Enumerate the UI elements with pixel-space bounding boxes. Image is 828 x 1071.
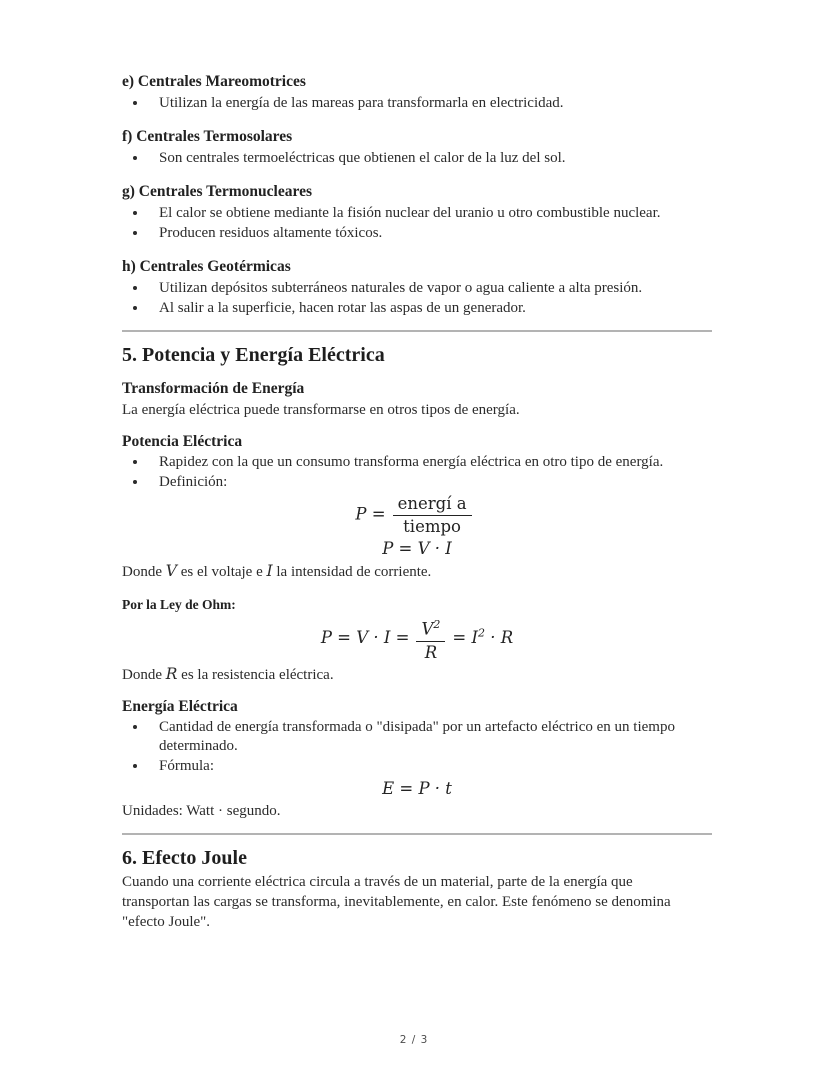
list-item: • Rapidez con la que un consumo transforma energía eléctrica en otro tipo de energía.: [148, 453, 712, 472]
formula-energia: E = P · t: [382, 778, 452, 798]
fraction-numerator: energí a: [393, 494, 472, 516]
page-content: [122, 72, 712, 932]
note-unidades: Unidades: Watt · segundo.: [122, 802, 281, 819]
list-centrales-termonucleares: [122, 204, 712, 243]
list-item: • Definición:: [148, 473, 712, 492]
text-fragment: es la resistencia eléctrica.: [177, 666, 334, 683]
text-fragment: · R: [485, 627, 514, 647]
list-energia-electrica: [122, 718, 712, 776]
exponent: 2: [433, 618, 441, 631]
section-divider: [122, 833, 712, 835]
page-number: 2 / 3: [399, 1034, 429, 1046]
formula-rhs: [452, 628, 513, 647]
text-fragment: Donde: [122, 666, 166, 683]
heading-energia-electrica: Energía Eléctrica: [122, 697, 238, 715]
heading-centrales-termosolares: f) Centrales Termosolares: [122, 128, 293, 145]
heading-centrales-geotermicas: h) Centrales Geotérmicas: [122, 258, 291, 275]
list-centrales-geotermicas: [122, 279, 712, 318]
fraction-denominator: R: [424, 642, 438, 662]
heading-centrales-mareomotrices: e) Centrales Mareomotrices: [122, 73, 306, 90]
list-item: • Utilizan depósitos subterráneos naturales de vapor o agua caliente a alta presión.: [148, 279, 712, 298]
section-title-efecto-joule: 6. Efecto Joule: [122, 846, 247, 869]
fraction: [416, 615, 445, 662]
list-item: • Son centrales termoeléctricas que obtienen el calor de la luz del sol.: [148, 149, 712, 168]
math-var-i: I: [266, 562, 273, 580]
list-item: • Producen residuos altamente tóxicos.: [148, 224, 712, 243]
fraction-numerator: [416, 615, 445, 642]
math-var-r: R: [165, 664, 178, 683]
list-item: • Cantidad de energía transformada o "disipada" por un artefacto eléctrico en un tiempo determinado.: [148, 718, 679, 756]
formula-lhs: P = V · I =: [320, 627, 410, 647]
formula-p-vi: P = V · I: [382, 539, 452, 558]
list-centrales-termosolares: [122, 149, 712, 168]
text-fragment: la intensidad de corriente.: [272, 564, 432, 580]
fraction: [393, 494, 472, 536]
fraction-denominator: tiempo: [403, 517, 461, 536]
math-var-v: V: [421, 619, 434, 639]
heading-ley-de-ohm: Por la Ley de Ohm:: [122, 597, 236, 612]
formula-potencia-definicion: [122, 494, 712, 536]
list-item: • Al salir a la superficie, hacen rotar las aspas de un generador.: [148, 299, 712, 318]
text-fragment: Donde: [122, 564, 166, 580]
heading-centrales-termonucleares: g) Centrales Termonucleares: [122, 183, 312, 200]
list-centrales-mareomotrices: [122, 94, 712, 113]
section-divider: [122, 330, 712, 332]
note-donde-r: [122, 664, 712, 685]
text-fragment: = I: [452, 627, 478, 647]
list-item: • Utilizan la energía de las mareas para transformarla en electricidad.: [148, 94, 712, 113]
section-title-potencia: 5. Potencia y Energía Eléctrica: [122, 344, 385, 366]
note-donde-vi: [122, 561, 712, 582]
exponent: 2: [478, 626, 485, 640]
paragraph-transformacion: La energía eléctrica puede transformarse en otros tipos de energía.: [122, 402, 520, 418]
paragraph-efecto-joule: Cuando una corriente eléctrica circula a través de un material, parte de la energía que transportan las cargas se transforma, inevitablemente, en calor. Este fenómeno se denomina "efecto Joule".: [122, 873, 671, 930]
list-item: • El calor se obtiene mediante la fisión nuclear del uranio u otro combustible nuclear.: [148, 204, 712, 223]
formula-lhs: P =: [355, 504, 386, 524]
list-item: • Fórmula:: [148, 757, 712, 776]
heading-potencia-electrica: Potencia Eléctrica: [122, 433, 243, 450]
math-var-v: V: [165, 562, 177, 580]
formula-ley-ohm: [122, 615, 712, 662]
text-fragment: es el voltaje e: [176, 564, 267, 580]
heading-transformacion-energia: Transformación de Energía: [122, 380, 305, 397]
list-potencia-electrica: [122, 453, 712, 492]
